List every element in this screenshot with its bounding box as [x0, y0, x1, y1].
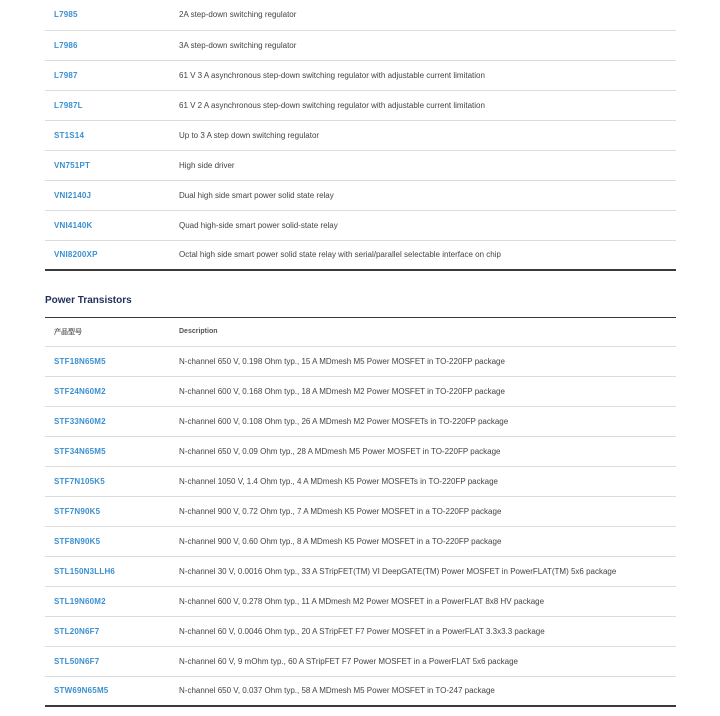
part-number-link[interactable]: STF7N90K5 [45, 496, 170, 526]
column-header-description: Description [170, 318, 676, 346]
part-description: N-channel 600 V, 0.108 Ohm typ., 26 A MDmesh M2 Power MOSFETs in TO-220FP package [170, 406, 676, 436]
table-header-row [45, 318, 676, 346]
part-description: High side driver [170, 150, 676, 180]
part-description: N-channel 60 V, 0.0046 Ohm typ., 20 A STripFET F7 Power MOSFET in a PowerFLAT 3.3x3.3 package [170, 616, 676, 646]
part-number-link[interactable]: L7985 [45, 0, 170, 30]
part-number-link[interactable]: STL50N6F7 [45, 646, 170, 676]
table-row [45, 556, 676, 586]
part-description: 3A step-down switching regulator [170, 30, 676, 60]
table-row [45, 210, 676, 240]
part-number-link[interactable]: VNI8200XP [45, 240, 170, 270]
column-header-part: 产品型号 [45, 318, 170, 346]
part-description: Octal high side smart power solid state relay with serial/parallel selectable interface on chip [170, 240, 676, 270]
part-number-link[interactable]: VN751PT [45, 150, 170, 180]
table-row [45, 120, 676, 150]
part-description: N-channel 650 V, 0.037 Ohm typ., 58 A MDmesh M5 Power MOSFET in TO-247 package [170, 676, 676, 706]
part-description: 61 V 2 A asynchronous step-down switching regulator with adjustable current limitation [170, 90, 676, 120]
table-row [45, 616, 676, 646]
part-number-link[interactable]: STF8N90K5 [45, 526, 170, 556]
table-row [45, 586, 676, 616]
regulators-table [45, 0, 676, 271]
part-description: Up to 3 A step down switching regulator [170, 120, 676, 150]
part-number-link[interactable]: STW69N65M5 [45, 676, 170, 706]
part-number-link[interactable]: STF7N105K5 [45, 466, 170, 496]
table-row [45, 676, 676, 706]
table-row [45, 406, 676, 436]
part-description: N-channel 60 V, 9 mOhm typ., 60 A STripFET F7 Power MOSFET in a PowerFLAT 5x6 package [170, 646, 676, 676]
table-row [45, 60, 676, 90]
part-description: N-channel 900 V, 0.60 Ohm typ., 8 A MDmesh K5 Power MOSFET in a TO-220FP package [170, 526, 676, 556]
part-number-link[interactable]: STF34N65M5 [45, 436, 170, 466]
table-row [45, 646, 676, 676]
power-transistors-table-container [45, 317, 676, 707]
part-description: 2A step-down switching regulator [170, 0, 676, 30]
part-number-link[interactable]: L7987 [45, 60, 170, 90]
part-description: Quad high-side smart power solid-state relay [170, 210, 676, 240]
part-description: N-channel 1050 V, 1.4 Ohm typ., 4 A MDmesh K5 Power MOSFETs in TO-220FP package [170, 466, 676, 496]
table-row [45, 240, 676, 270]
part-description: N-channel 650 V, 0.198 Ohm typ., 15 A MDmesh M5 Power MOSFET in TO-220FP package [170, 346, 676, 376]
power-transistors-table [45, 318, 676, 707]
part-description: N-channel 30 V, 0.0016 Ohm typ., 33 A STripFET(TM) VI DeepGATE(TM) Power MOSFET in PowerFLAT(TM) 5x6 package [170, 556, 676, 586]
table-row [45, 496, 676, 526]
part-description: Dual high side smart power solid state relay [170, 180, 676, 210]
part-number-link[interactable]: STL20N6F7 [45, 616, 170, 646]
part-number-link[interactable]: L7986 [45, 30, 170, 60]
table-row [45, 466, 676, 496]
table-row [45, 526, 676, 556]
table-row [45, 180, 676, 210]
table-row [45, 30, 676, 60]
part-number-link[interactable]: STF24N60M2 [45, 376, 170, 406]
part-number-link[interactable]: STL19N60M2 [45, 586, 170, 616]
table-row [45, 150, 676, 180]
part-description: N-channel 900 V, 0.72 Ohm typ., 7 A MDmesh K5 Power MOSFET in a TO-220FP package [170, 496, 676, 526]
table-row [45, 0, 676, 30]
part-number-link[interactable]: VNI2140J [45, 180, 170, 210]
table-row [45, 90, 676, 120]
section-title-power-transistors: Power Transistors [45, 295, 132, 306]
part-number-link[interactable]: STF33N60M2 [45, 406, 170, 436]
table-row [45, 346, 676, 376]
part-description: N-channel 650 V, 0.09 Ohm typ., 28 A MDmesh M5 Power MOSFET in TO-220FP package [170, 436, 676, 466]
part-number-link[interactable]: STL150N3LLH6 [45, 556, 170, 586]
table-row [45, 376, 676, 406]
part-number-link[interactable]: STF18N65M5 [45, 346, 170, 376]
part-description: N-channel 600 V, 0.168 Ohm typ., 18 A MDmesh M2 Power MOSFET in TO-220FP package [170, 376, 676, 406]
table-row [45, 436, 676, 466]
regulators-table-container [45, 0, 676, 271]
part-number-link[interactable]: VNI4140K [45, 210, 170, 240]
part-description: N-channel 600 V, 0.278 Ohm typ., 11 A MDmesh M2 Power MOSFET in a PowerFLAT 8x8 HV package [170, 586, 676, 616]
part-number-link[interactable]: ST1S14 [45, 120, 170, 150]
part-number-link[interactable]: L7987L [45, 90, 170, 120]
part-description: 61 V 3 A asynchronous step-down switching regulator with adjustable current limitation [170, 60, 676, 90]
